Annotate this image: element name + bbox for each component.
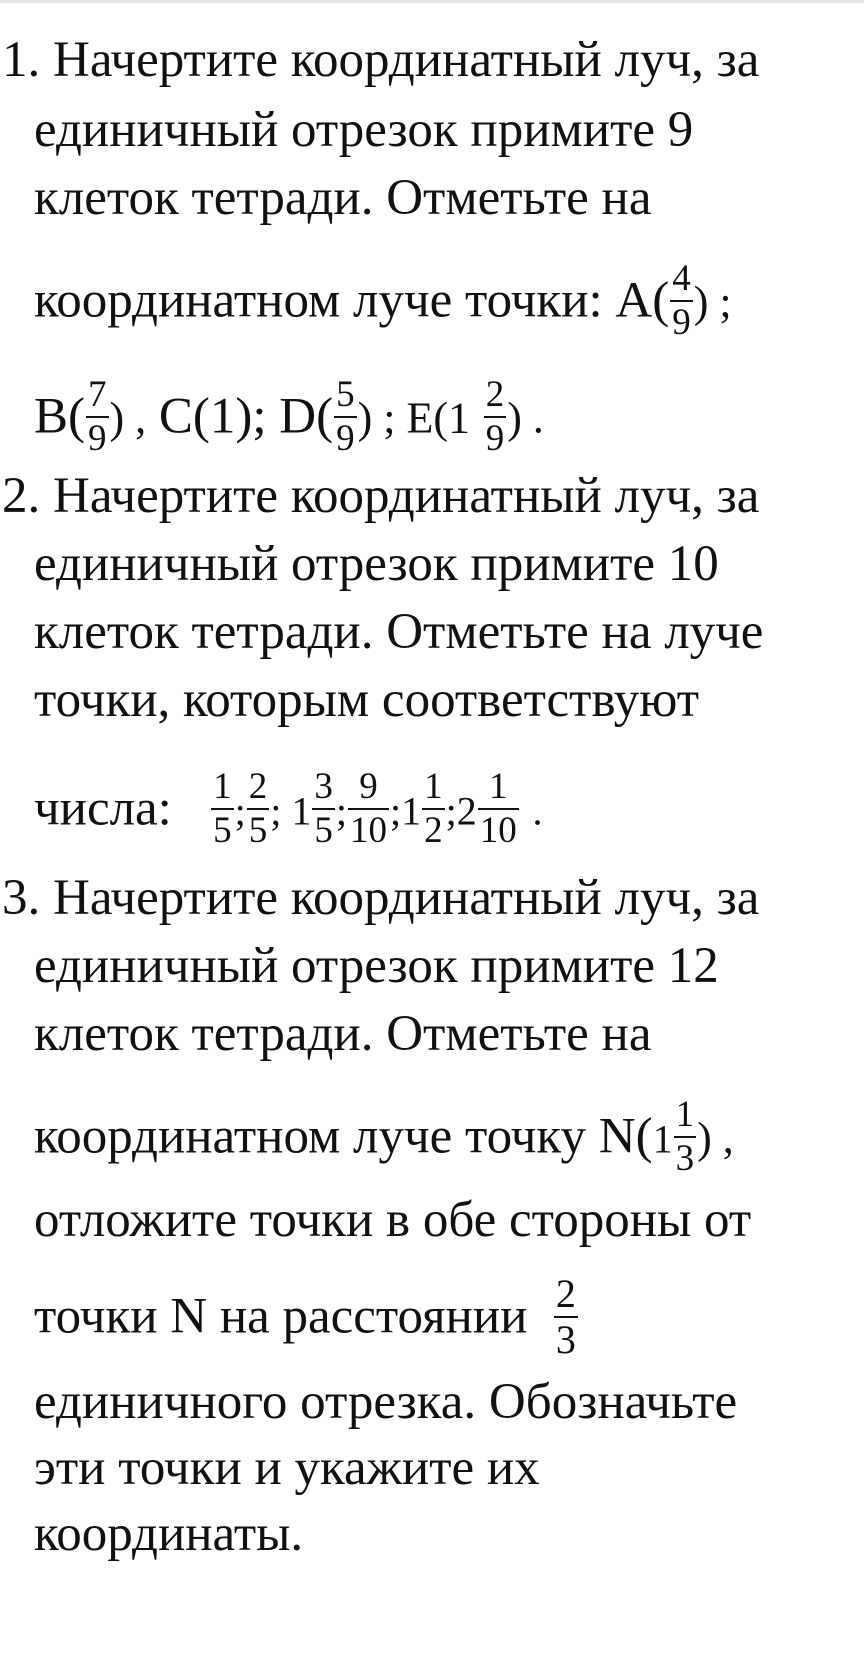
- numerator: 1: [424, 766, 443, 807]
- distance-fraction: [553, 1272, 579, 1362]
- problem-1-text-1: Начертите координатный луч, за: [53, 32, 760, 88]
- problem-2-number: 2.: [2, 468, 41, 524]
- point-a-close: ) ;: [693, 277, 732, 327]
- point-b-denominator: 9: [88, 418, 107, 459]
- denominator: 5: [213, 810, 232, 851]
- point-e-close: ) .: [507, 393, 544, 443]
- problem-3-text-1: Начертите координатный луч, за: [53, 870, 760, 926]
- fraction-1-10: [477, 766, 520, 852]
- problem-1-number: 1.: [2, 32, 41, 88]
- numerator: 3: [314, 766, 333, 807]
- problem-2-line-1: [2, 466, 759, 526]
- point-b-fraction: [85, 374, 110, 460]
- distance-numerator: 2: [555, 1271, 576, 1316]
- point-d-numerator: 5: [336, 374, 355, 415]
- problem-3-line-5: отложите точки в обе стороны от: [34, 1192, 752, 1248]
- numbers-label: числа:: [34, 780, 172, 837]
- point-a-fraction: [669, 258, 694, 344]
- point-a-denominator: 9: [672, 302, 691, 343]
- separator: ;1: [389, 788, 422, 834]
- problem-3-text-4: координатном луче точку N(: [34, 1108, 653, 1165]
- problem-2-text-1: Начертите координатный луч, за: [53, 468, 760, 524]
- problem-3-text-6: точки N на расстоянии: [34, 1288, 528, 1345]
- problem-3-line-8: эти точки и укажите их: [34, 1440, 540, 1496]
- denominator: 2: [424, 810, 443, 851]
- numerator: 9: [359, 766, 378, 807]
- problem-1-line-1: [2, 30, 759, 90]
- problem-3-line-3: клеток тетради. Отметьте на: [34, 1006, 652, 1062]
- point-e-denominator: 9: [485, 418, 505, 459]
- point-a-numerator: 4: [672, 258, 691, 299]
- separator: ;: [335, 788, 347, 834]
- problem-1-line-3: клеток тетради. Отметьте на: [34, 170, 652, 226]
- problem-2-line-4: точки, которым соответствуют: [34, 672, 699, 728]
- fraction-2-5: [246, 766, 271, 852]
- separator: ; 1: [270, 788, 312, 834]
- separator: ;: [234, 788, 246, 834]
- problem-3-number: 3.: [2, 870, 41, 926]
- point-n-whole: 1: [652, 1116, 673, 1162]
- fraction-9-10: [347, 766, 390, 852]
- numerator: 1: [213, 766, 232, 807]
- point-n-close: ) ,: [697, 1113, 734, 1163]
- problem-3-line-7: единичного отрезка. Обозначьте: [34, 1374, 738, 1430]
- numerator: 1: [488, 766, 508, 807]
- top-divider: [0, 0, 864, 3]
- problem-1-line-2: единичный отрезок примите 9: [34, 102, 694, 158]
- fraction-1-5: [210, 766, 235, 852]
- point-e-numerator: 2: [485, 374, 505, 415]
- point-e-fraction: [483, 374, 508, 460]
- point-d-close: ) ; E(1: [357, 393, 471, 443]
- problem-3-line-1: [2, 868, 759, 928]
- problem-1-line-4: [34, 258, 732, 348]
- point-n-denominator: 3: [675, 1138, 695, 1179]
- separator: ;2: [445, 788, 477, 834]
- fraction-1-2: [421, 766, 446, 852]
- problem-2-line-2: единичный отрезок примите 10: [34, 536, 719, 592]
- point-b-numerator: 7: [88, 374, 107, 415]
- denominator: 5: [314, 810, 333, 851]
- point-d-denominator: 9: [336, 418, 355, 459]
- problem-2-line-5: [34, 766, 543, 856]
- point-n-fraction: [673, 1094, 698, 1180]
- denominator: 10: [479, 810, 517, 851]
- fraction-3-5: [311, 766, 336, 852]
- problem-3-line-4: [34, 1094, 734, 1184]
- point-c-d-text: C(1); D(: [158, 388, 334, 445]
- point-b-label: B(: [34, 388, 85, 445]
- end-period: .: [532, 788, 543, 834]
- point-b-close: ) ,: [109, 393, 147, 443]
- problem-2-line-3: клеток тетради. Отметьте на луче: [34, 604, 764, 660]
- problem-3-line-2: единичный отрезок примите 12: [34, 938, 719, 994]
- denominator: 10: [349, 810, 387, 851]
- denominator: 5: [248, 810, 268, 851]
- numerator: 2: [248, 766, 268, 807]
- point-n-numerator: 1: [675, 1094, 695, 1135]
- problem-3-line-6: [34, 1271, 579, 1366]
- distance-denominator: 3: [555, 1317, 576, 1362]
- point-d-fraction: [333, 374, 358, 460]
- problem-3-line-9: координаты.: [34, 1506, 304, 1562]
- problem-1-text-4: координатном луче точки:: [34, 272, 603, 329]
- point-a-label: A(: [615, 272, 670, 329]
- problem-1-line-5: [34, 374, 544, 464]
